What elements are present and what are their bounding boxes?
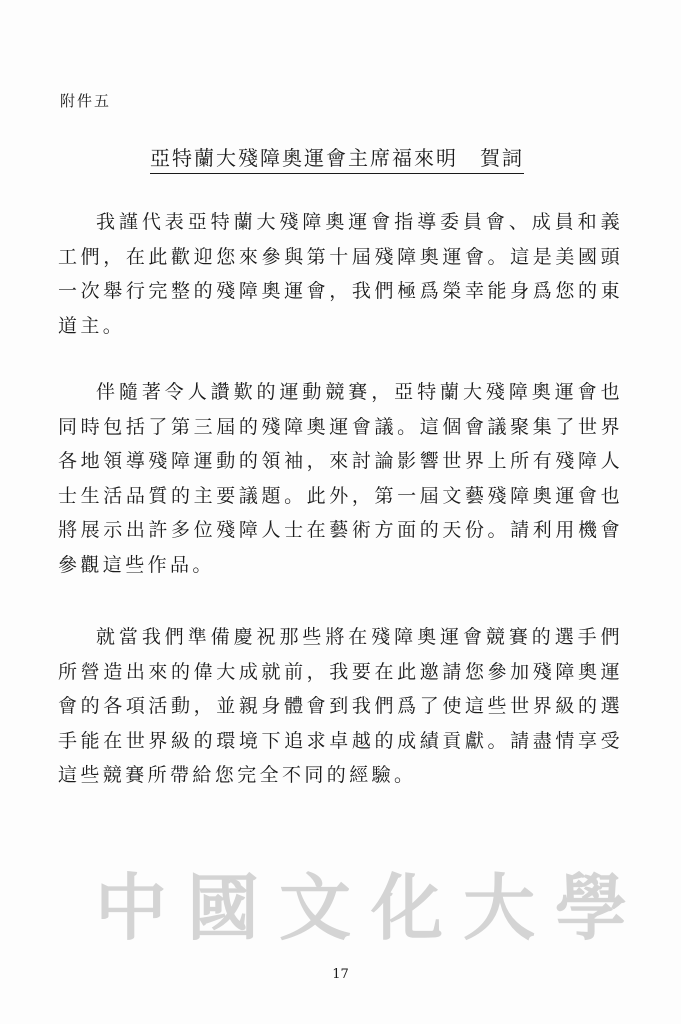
paragraph-invitation: 就當我們準備慶祝那些將在殘障奧運會競賽的選手們所營造出來的偉大成就前，我要在此邀請您參加殘障奧運會的各項活動，並親身體會到我們爲了使這些世界級的選手能在世界級的環境下追求卓越的成績貢獻。請盡情享受這些競賽所帶給您完全不同的經驗。: [58, 626, 623, 786]
document-body: [58, 205, 623, 793]
attachment-label: 附件五: [60, 92, 112, 110]
document-title: 亞特蘭大殘障奧運會主席福來明 賀詞: [150, 142, 524, 174]
paragraph-welcome: 我謹代表亞特蘭大殘障奧運會指導委員會、成員和義工們，在此歡迎您來參與第十屆殘障奧運會。這是美國頭一次舉行完整的殘障奧運會，我們極爲榮幸能身爲您的東道主。: [58, 211, 623, 337]
paragraph-conference: 伴隨著令人讚歎的運動競賽，亞特蘭大殘障奧運會也同時包括了第三屆的殘障奧運會議。這個會議聚集了世界各地領導殘障運動的領袖，來討論影響世界上所有殘障人士生活品質的主要議題。此外，第一屆文藝殘障奧運會也將展示出許多位殘障人士在藝術方面的天份。請利用機會參觀這些作品。: [58, 381, 623, 576]
university-watermark: 中國文化大學: [95, 866, 648, 950]
page-number: 17: [332, 967, 349, 982]
